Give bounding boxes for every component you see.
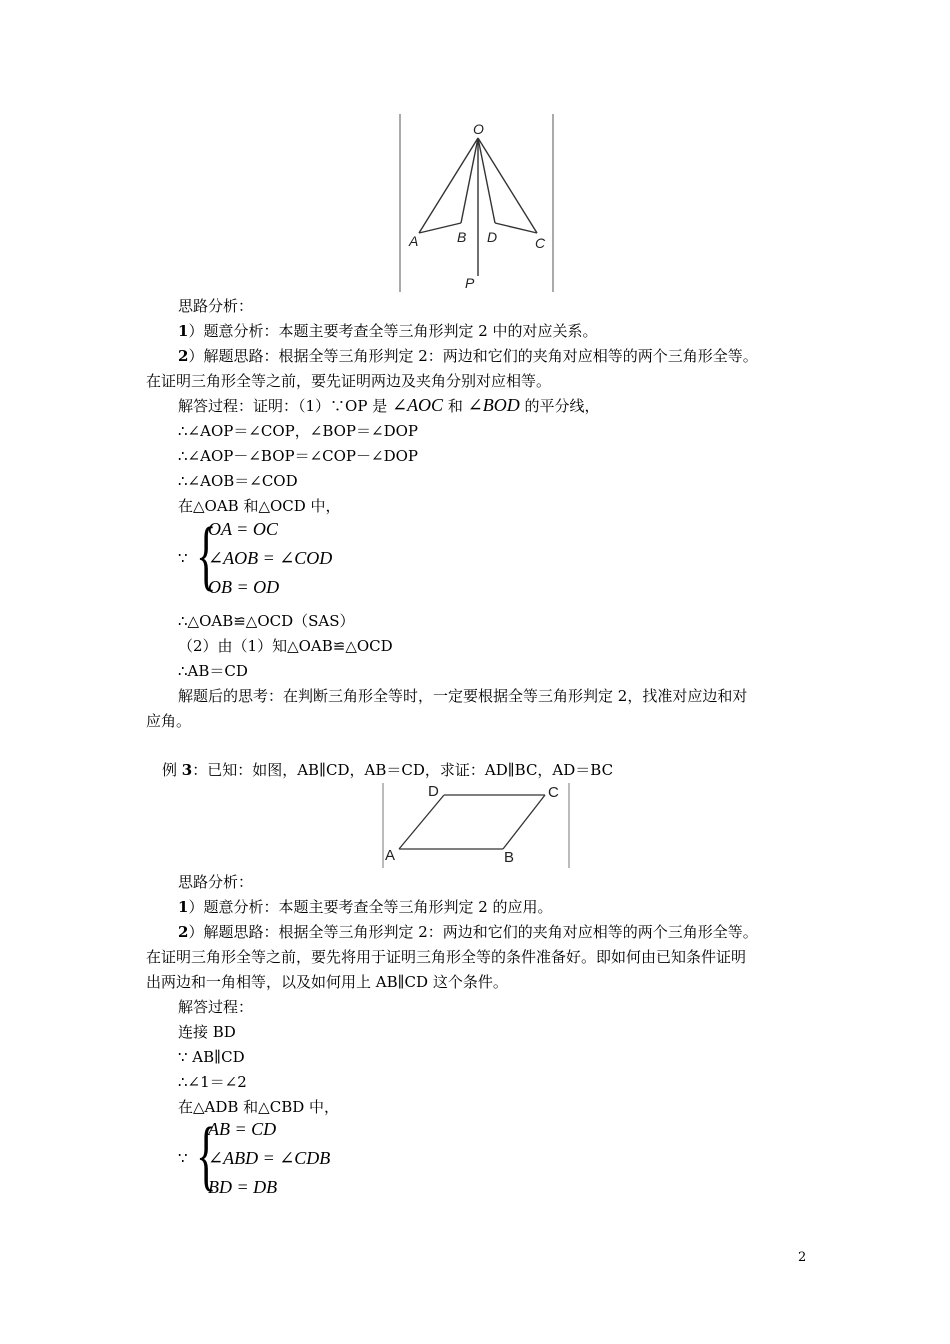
label-p: P: [465, 275, 475, 291]
ex3-proof-title: 解答过程：: [178, 998, 254, 1016]
ex2-step-4: 在△OAB 和△OCD 中，: [178, 497, 341, 515]
because-symbol: ∵: [178, 549, 188, 567]
segment-ad: [399, 795, 444, 849]
ex3-point-2-cont2: 出两边和一角相等，以及如何用上 AB∥CD 这个条件。: [146, 973, 508, 991]
label-b: B: [504, 849, 515, 866]
label-a: A: [409, 233, 419, 249]
segment-cd: [495, 223, 537, 233]
ex2-proof-intro: 解答过程：证明：（1）∵OP 是 ∠AOC 和 ∠BOD 的平分线，: [178, 395, 600, 415]
ex3-step-2: ∵ AB∥CD: [178, 1048, 245, 1066]
segment-oc: [478, 138, 537, 233]
ex2-point-2: 2）解题思路：根据全等三角形判定 2：两边和它们的夹角对应相等的两个三角形全等。: [178, 347, 758, 365]
label-c: C: [535, 235, 546, 251]
equation-3: BD = DB: [208, 1177, 278, 1197]
ex2-point-1: 1）题意分析：本题主要考查全等三角形判定 2 中的对应关系。: [178, 322, 598, 340]
ex2-step-7: ∴AB＝CD: [178, 662, 248, 680]
ex3-step-4: 在△ADB 和△CBD 中，: [178, 1098, 340, 1116]
ex3-point-2-cont1: 在证明三角形全等之前，要先将用于证明三角形全等的条件准备好。即如何由已知条件证明: [146, 948, 747, 966]
equation-3: OB = OD: [208, 577, 280, 597]
equation-2: ∠AOB = ∠COD: [208, 548, 333, 568]
ex2-step-2: ∴∠AOP－∠BOP＝∠COP－∠DOP: [178, 447, 419, 465]
segment-ob: [461, 138, 478, 223]
brace: {: [196, 1111, 217, 1198]
label-d: D: [428, 783, 439, 800]
ex3-step-1: 连接 BD: [178, 1023, 236, 1041]
ex2-step-1: ∴∠AOP＝∠COP，∠BOP＝∠DOP: [178, 422, 419, 440]
because-symbol: ∵: [178, 1149, 188, 1167]
label-b: B: [457, 229, 467, 245]
ex2-point-2-cont: 在证明三角形全等之前，要先证明两边及夹角分别对应相等。: [146, 372, 552, 390]
label-a: A: [385, 847, 396, 864]
ex2-reflection: 解题后的思考：在判断三角形全等时，一定要根据全等三角形判定 2，找准对应边和对: [178, 687, 748, 705]
equation-2: ∠ABD = ∠CDB: [208, 1148, 331, 1168]
segment-od: [478, 138, 495, 223]
ex2-step-6: （2）由（1）知△OAB≌△OCD: [178, 637, 393, 655]
ex3-step-3: ∴∠1＝∠2: [178, 1073, 247, 1091]
ex2-step-3: ∴∠AOB＝∠COD: [178, 472, 298, 490]
segment-ab: [419, 223, 461, 233]
brace: {: [196, 511, 217, 598]
equation-1: OA = OC: [208, 519, 278, 539]
segment-oa: [419, 138, 478, 233]
ex2-step-5: ∴△OAB≌△OCD（SAS）: [178, 612, 355, 630]
ex3-title: 例 3：已知：如图，AB∥CD，AB＝CD，求证：AD∥BC，AD＝BC: [162, 761, 614, 779]
label-c: C: [548, 784, 559, 801]
page-number: 2: [798, 1250, 807, 1265]
equation-1: AB = CD: [208, 1119, 277, 1139]
ex3-analysis-title: 思路分析：: [178, 873, 254, 891]
ex3-point-1: 1）题意分析：本题主要考查全等三角形判定 2 的应用。: [178, 898, 553, 916]
label-o: O: [473, 121, 484, 137]
ex2-reflection-cont: 应角。: [146, 712, 192, 730]
segment-bc: [503, 795, 545, 849]
ex2-analysis-title: 思路分析：: [178, 297, 254, 315]
ex3-point-2: 2）解题思路：根据全等三角形判定 2：两边和它们的夹角对应相等的两个三角形全等。: [178, 923, 758, 941]
label-d: D: [487, 229, 498, 245]
